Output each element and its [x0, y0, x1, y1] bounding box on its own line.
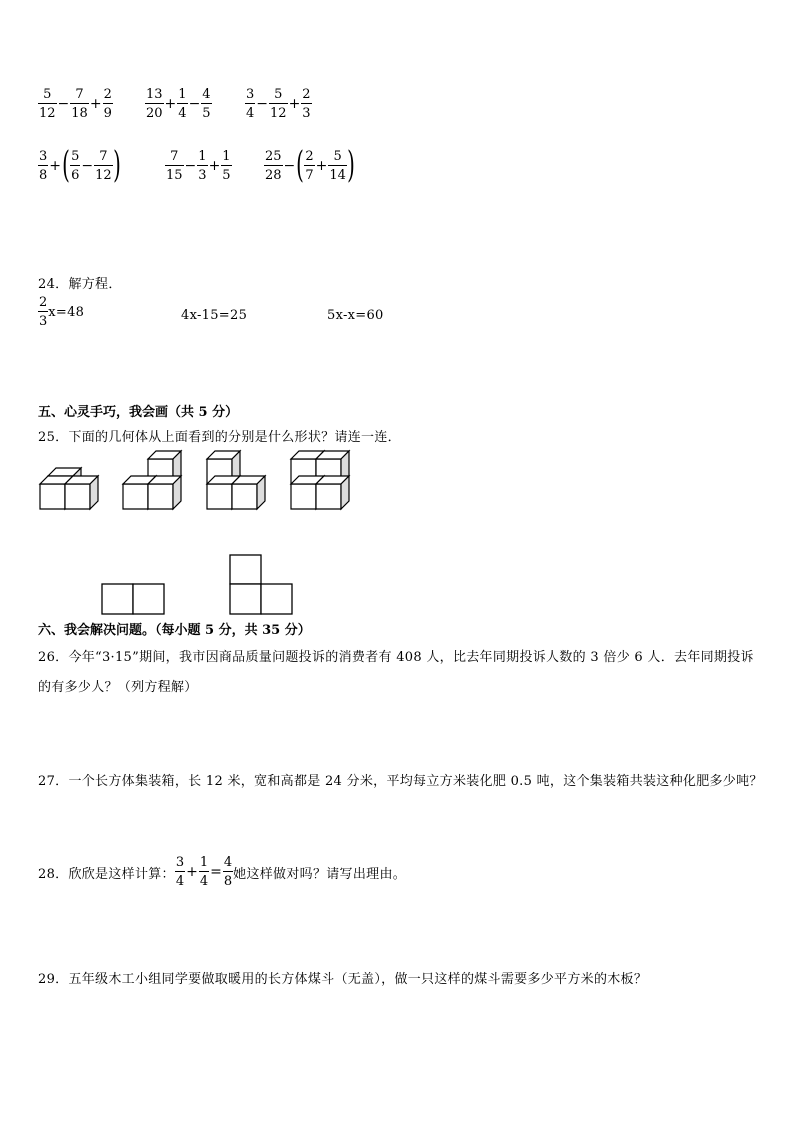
equation-2: 4x-15=25 [181, 308, 248, 323]
expr-row1-1: $\frac{5}{12}$ − $\frac{7}{18}$ + $\frac{2}{9}$ [39, 87, 112, 121]
equation-1: $\frac{2}{3}$ x=48 [39, 295, 85, 329]
fraction: $\frac{1}{3}$ [198, 149, 207, 183]
cube-figures [0, 440, 794, 1060]
section-6-heading: 六、我会解决问题。（每小题 5 分，共 35 分） [38, 623, 311, 638]
equation-3: 5x-x=60 [327, 308, 384, 323]
top-view-shape-2 [230, 555, 292, 614]
fraction: $\frac{2}{7}$ [305, 149, 314, 183]
question-29: 29．五年级木工小组同学要做取暖用的长方体煤斗（无盖），做一只这样的煤斗需要多少平方米的木板？ [38, 972, 648, 987]
question-25: 25．下面的几何体从上面看到的分别是什么形状？请连一连． [38, 430, 401, 445]
right-paren: ) [112, 145, 121, 186]
solid-figure-4 [291, 451, 349, 509]
expr-row2-1: $\frac{3}{8}$ + ( $\frac{5}{6}$ − $\frac{7}{12}$ ) [39, 145, 121, 186]
fraction: $\frac{13}{20}$ [146, 87, 163, 121]
fraction: $\frac{3}{8}$ [39, 149, 48, 183]
question-28: 28．欣欣是这样计算： $\frac{3}{4}$ + $\frac{1}{4}$ = $\frac{4}{8}$ 她这样做对吗？请写出理由。 [38, 855, 407, 889]
fraction: $\frac{5}{6}$ [71, 149, 80, 183]
section-5-heading: 五、心灵手巧，我会画（共 5 分） [38, 405, 239, 420]
fraction: $\frac{7}{15}$ [166, 149, 183, 183]
fraction: $\frac{1}{5}$ [222, 149, 231, 183]
question-24-title: 24．解方程． [38, 277, 122, 292]
fraction: $\frac{1}{4}$ [199, 855, 209, 889]
fraction: $\frac{4}{8}$ [223, 855, 233, 889]
fraction: $\frac{4}{5}$ [202, 87, 211, 121]
fraction: $\frac{2}{3}$ [39, 295, 48, 329]
solid-figure-1 [40, 468, 98, 509]
solid-figure-2 [123, 451, 181, 509]
fraction: $\frac{7}{18}$ [71, 87, 88, 121]
fraction: $\frac{5}{14}$ [329, 149, 346, 183]
expr-row2-3: $\frac{25}{28}$ − ( $\frac{2}{7}$ + $\frac{5}{14}$ ) [265, 145, 355, 186]
expr-row1-2: $\frac{13}{20}$ + $\frac{1}{4}$ − $\frac{4}{5}$ [146, 87, 211, 121]
question-26-line-2: 的有多少人？（列方程解） [38, 680, 198, 695]
fraction: $\frac{3}{4}$ [175, 855, 185, 889]
fraction: $\frac{2}{3}$ [302, 87, 311, 121]
right-paren: ) [347, 145, 355, 186]
fraction: $\frac{5}{12}$ [270, 87, 287, 121]
fraction: $\frac{25}{28}$ [265, 149, 282, 183]
fraction: $\frac{5}{12}$ [39, 87, 56, 121]
fraction: $\frac{2}{9}$ [103, 87, 112, 121]
solid-figure-3 [207, 451, 265, 509]
fraction: $\frac{3}{4}$ [246, 87, 255, 121]
left-paren: ( [62, 145, 70, 186]
expr-row2-2: $\frac{7}{15}$ − $\frac{1}{3}$ + $\frac{1}{5}$ [166, 149, 231, 183]
left-paren: ( [296, 145, 305, 186]
question-26-line-1: 26．今年“3·15”期间，我市因商品质量问题投诉的消费者有 408 人，比去年同期投诉人数的 3 倍少 6 人．去年同期投诉 [38, 650, 754, 665]
question-27: 27．一个长方体集装箱，长 12 米，宽和高都是 24 分米，平均每立方米装化肥 0.5 吨，这个集装箱共装这种化肥多少吨？ [38, 774, 763, 789]
top-view-shape-1 [102, 584, 164, 614]
expr-row1-3: $\frac{3}{4}$ − $\frac{5}{12}$ + $\frac{2}{3}$ [246, 87, 311, 121]
fraction: $\frac{1}{4}$ [178, 87, 187, 121]
fraction: $\frac{7}{12}$ [95, 149, 112, 183]
